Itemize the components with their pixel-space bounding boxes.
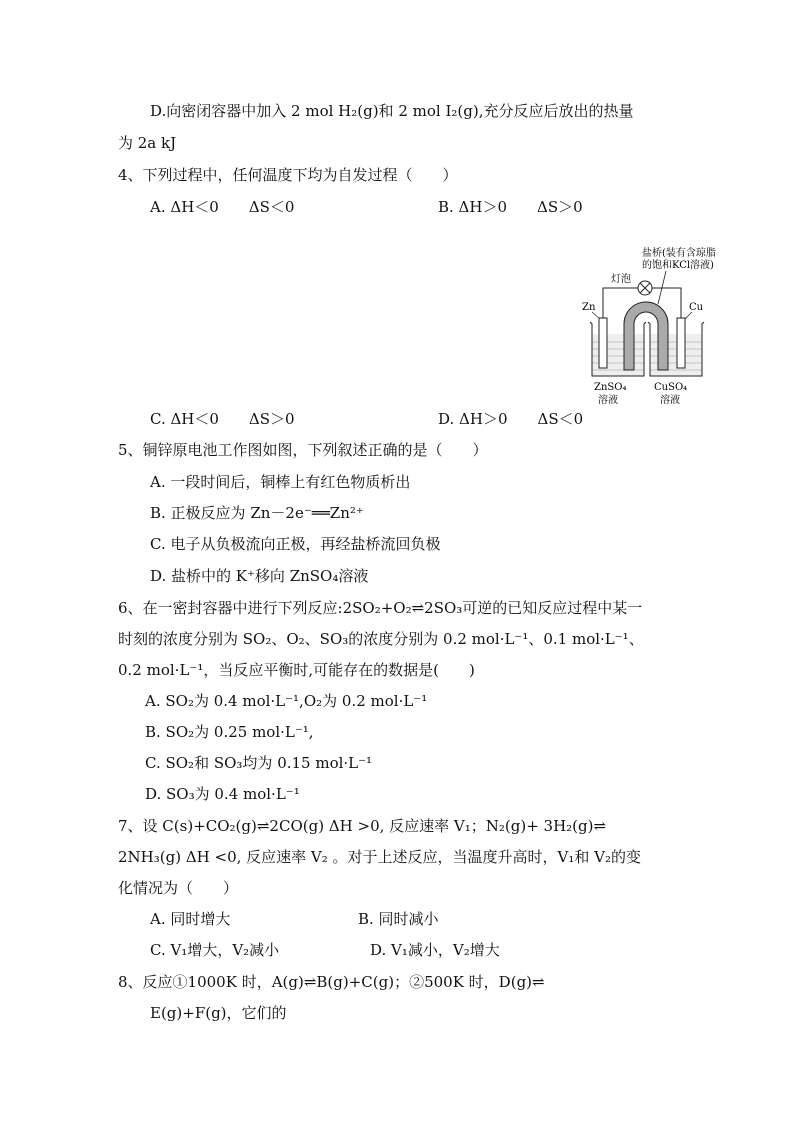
salt-bridge-label-2: 的饱和KCl溶液) [642,260,714,271]
q4-option-b: B. ΔH＞0 ΔS＞0 [438,198,583,216]
salt-bridge-tube [624,302,668,370]
salt-bridge-label-1: 盐桥(装有含琼脂 [642,248,716,259]
q6-line1: 6、在一密封容器中进行下列反应:2SO₂+O₂⇌2SO₃可逆的已知反应过程中某一 [118,599,643,617]
zn-electrode [599,318,607,368]
q8-line1: 8、反应①1000K 时，A(g)⇌B(g)+C(g)；②500K 时，D(g)⇌ [118,973,545,991]
bulb-icon [638,281,652,295]
cu-electrode [677,318,685,368]
cuso4-label: CuSO₄ [654,382,688,393]
q8-line2: E(g)+F(g)，它们的 [150,1004,287,1022]
q4-option-a: A. ΔH＜0 ΔS＜0 [150,198,295,216]
q7-line2: 2NH₃(g) ΔH <0, 反应速率 V₂ 。对于上述反应，当温度升高时，V₁和 V₂的变 [118,848,642,866]
q6-option-c: C. SO₂和 SO₃均为 0.15 mol·L⁻¹ [145,754,373,772]
bulb-label: 灯泡 [611,274,631,285]
q7-line3: 化情况为（ ） [118,879,239,897]
q4-stem: 4、下列过程中，任何温度下均为自发过程（ ） [118,166,458,184]
q5-stem: 5、铜锌原电池工作图如图，下列叙述正确的是（ ） [118,441,488,459]
q5-option-d: D. 盐桥中的 K⁺移向 ZnSO₄溶液 [150,567,369,585]
q5-option-b: B. 正极反应为 Zn－2e⁻══Zn²⁺ [150,504,364,522]
q6-option-a: A. SO₂为 0.4 mol·L⁻¹,O₂为 0.2 mol·L⁻¹ [145,692,428,710]
q7-option-c: C. V₁增大，V₂减小 [150,941,280,959]
q5-option-a: A. 一段时间后，铜棒上有红色物质析出 [150,473,411,491]
right-beaker [648,322,704,376]
q3-option-d-line2: 为 2a kJ [118,134,177,152]
q6-option-b: B. SO₂为 0.25 mol·L⁻¹, [145,723,314,741]
zn-label: Zn [582,302,596,313]
q7-option-a: A. 同时增大 [150,910,231,928]
galvanic-cell-svg [578,246,744,410]
galvanic-cell-diagram [578,246,744,410]
left-beaker [590,322,646,376]
q7-option-d: D. V₁减小，V₂增大 [370,941,500,959]
znso4-label: ZnSO₄ [594,382,627,393]
left-solution-label: 溶液 [598,395,618,406]
q5-option-c: C. 电子从负极流向正极，再经盐桥流回负极 [150,535,441,553]
right-solution-label: 溶液 [660,395,680,406]
q3-option-d-line1: D.向密闭容器中加入 2 mol H₂(g)和 2 mol I₂(g),充分反应后放出的热量 [150,102,634,120]
q6-option-d: D. SO₃为 0.4 mol·L⁻¹ [145,785,300,803]
q7-option-b: B. 同时减小 [358,910,439,928]
q7-line1: 7、设 C(s)+CO₂(g)⇌2CO(g) ΔH >0, 反应速率 V₁；N₂(g)+ 3H₂(g)⇌ [118,817,607,835]
q6-line2: 时刻的浓度分别为 SO₂、O₂、SO₃的浓度分别为 0.2 mol·L⁻¹、0.1 mol·L⁻¹、 [118,630,644,648]
q6-line3: 0.2 mol·L⁻¹，当反应平衡时,可能存在的数据是( ) [118,661,475,679]
q4-option-d: D. ΔH＞0 ΔS＜0 [438,410,584,428]
q4-option-c: C. ΔH＜0 ΔS＞0 [150,410,295,428]
cu-label: Cu [689,302,704,313]
